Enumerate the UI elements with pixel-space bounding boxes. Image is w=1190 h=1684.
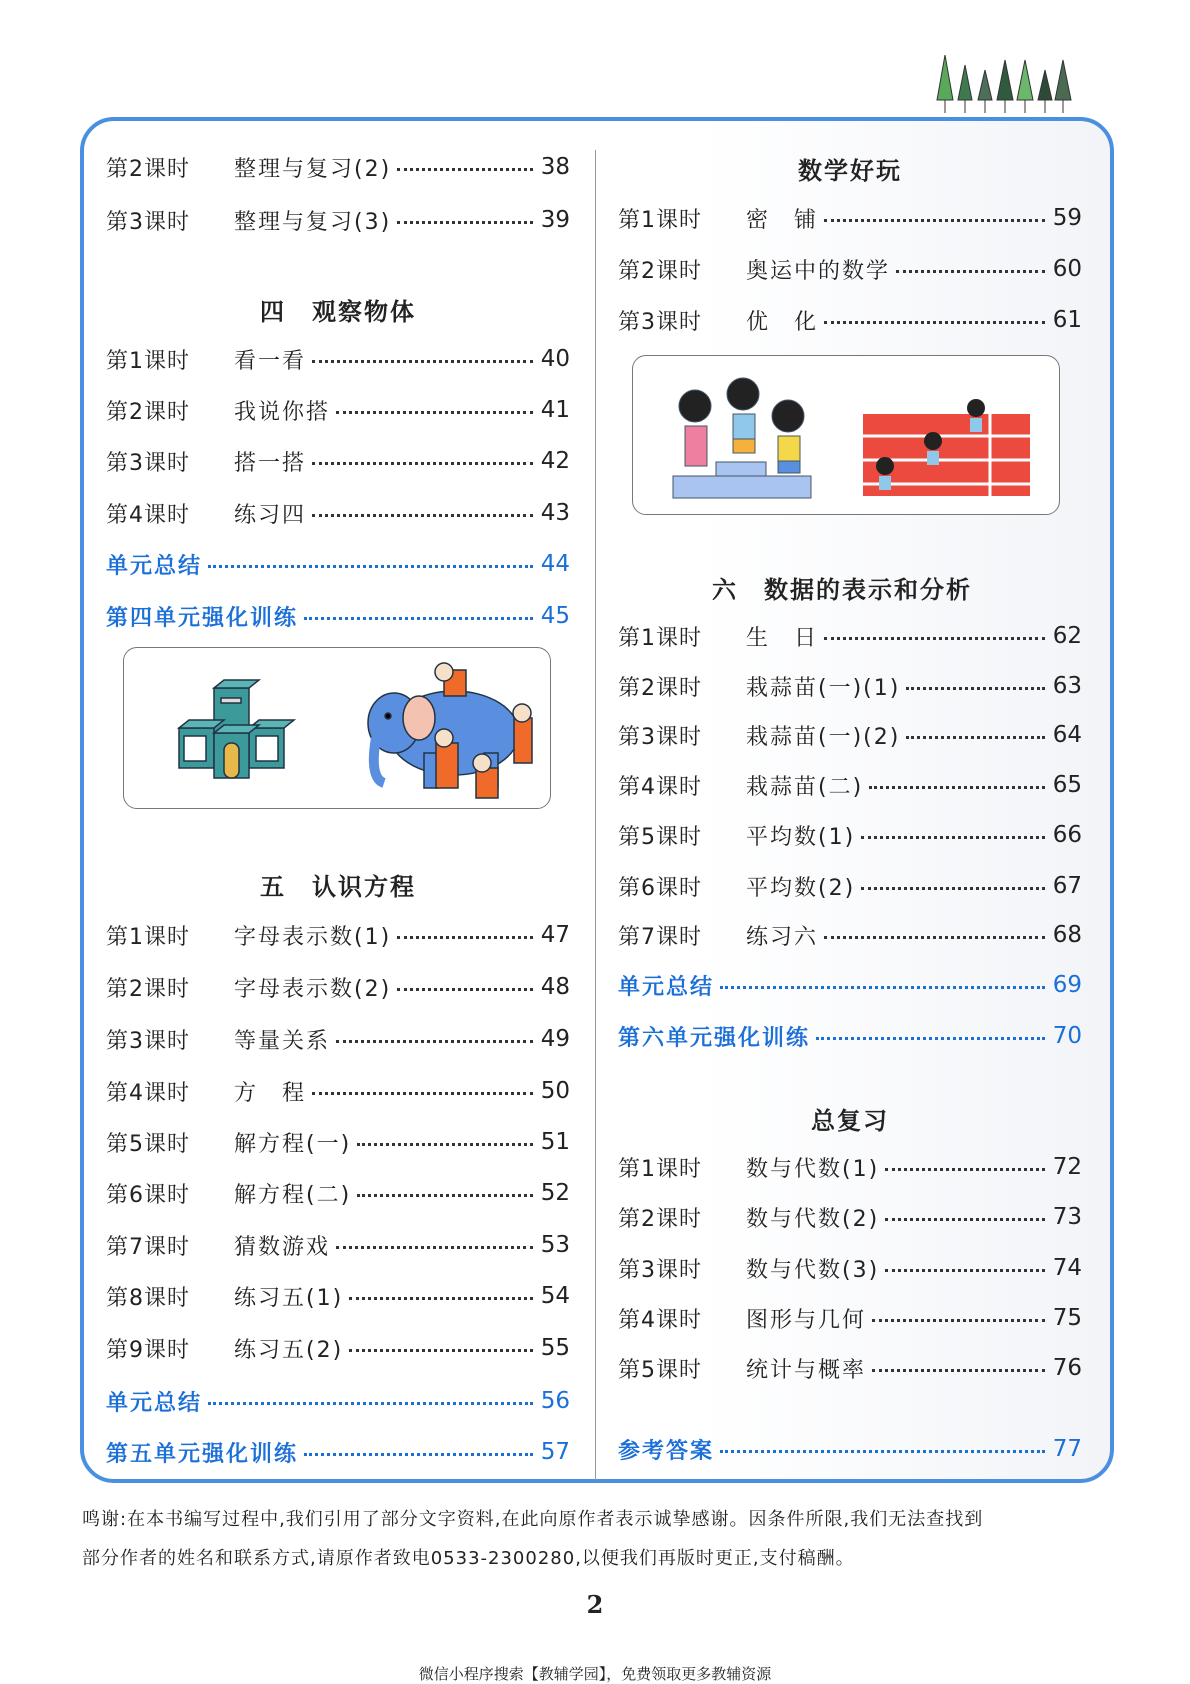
- entry-page-number: 52: [540, 1180, 570, 1206]
- entry-title: 平均数(2): [746, 875, 856, 901]
- toc-entry[interactable]: [618, 1253, 1082, 1283]
- toc-entry[interactable]: [618, 203, 1082, 233]
- dot-leader: [896, 270, 1045, 273]
- lesson-label: 第1课时: [106, 924, 190, 950]
- toc-entry[interactable]: [106, 152, 570, 182]
- entry-title: 字母表示数(2): [234, 976, 392, 1002]
- lesson-label: 第3课时: [618, 724, 702, 750]
- entry-title: 单元总结: [106, 1390, 203, 1416]
- dot-leader: [357, 1143, 533, 1146]
- dot-leader: [861, 887, 1045, 890]
- lesson-label: 第2课时: [106, 156, 190, 182]
- unit6-heading: 六 数据的表示和分析: [712, 576, 972, 604]
- entry-title: 解方程(一): [234, 1131, 352, 1157]
- toc-entry[interactable]: [618, 770, 1082, 800]
- lesson-label: 第2课时: [618, 1206, 702, 1232]
- acknowledgement-line-2: 部分作者的姓名和联系方式,请原作者致电0533-2300280,以便我们再版时更正,支付稿酬。: [82, 1548, 855, 1569]
- entry-page-number: 48: [540, 974, 570, 1000]
- toc-entry[interactable]: [106, 1230, 570, 1260]
- entry-page-number: 55: [540, 1335, 570, 1361]
- entry-page-number: 38: [540, 154, 570, 180]
- entry-title: 解方程(二): [234, 1182, 352, 1208]
- entry-page-number: 49: [540, 1026, 570, 1052]
- lesson-label: 第2课时: [106, 976, 190, 1002]
- entry-page-number: 77: [1052, 1436, 1082, 1462]
- entry-title: 搭一搭: [234, 450, 307, 476]
- review-heading: 总复习: [811, 1107, 889, 1135]
- entry-page-number: 42: [540, 448, 570, 474]
- entry-page-number: 50: [540, 1078, 570, 1104]
- dot-leader: [872, 1319, 1045, 1322]
- toc-entry-highlight[interactable]: [618, 1434, 1082, 1464]
- dot-leader: [397, 936, 533, 939]
- toc-entry[interactable]: [618, 920, 1082, 950]
- entry-page-number: 74: [1052, 1255, 1082, 1281]
- toc-entry[interactable]: [106, 344, 570, 374]
- toc-entry[interactable]: [618, 671, 1082, 701]
- dot-leader: [906, 736, 1044, 739]
- entry-title: 第六单元强化训练: [618, 1025, 811, 1051]
- entry-title: 等量关系: [234, 1028, 331, 1054]
- lesson-label: 第5课时: [106, 1131, 190, 1157]
- toc-entry[interactable]: [106, 395, 570, 425]
- entry-title: 栽蒜苗(一)(1): [746, 675, 901, 701]
- dot-leader: [824, 321, 1045, 324]
- toc-entry[interactable]: [618, 1152, 1082, 1182]
- entry-page-number: 66: [1052, 822, 1082, 848]
- toc-entry[interactable]: [618, 720, 1082, 750]
- dot-leader: [885, 1168, 1045, 1171]
- entry-title: 第五单元强化训练: [106, 1441, 299, 1467]
- entry-page-number: 70: [1052, 1023, 1082, 1049]
- dot-leader: [816, 1037, 1045, 1040]
- toc-entry[interactable]: [106, 1024, 570, 1054]
- lesson-label: 第6课时: [618, 875, 702, 901]
- lesson-label: 第3课时: [106, 1028, 190, 1054]
- entry-page-number: 39: [540, 207, 570, 233]
- dot-leader: [906, 687, 1044, 690]
- dot-leader: [312, 1092, 533, 1095]
- lesson-label: 第3课时: [106, 209, 190, 235]
- lesson-label: 第4课时: [618, 774, 702, 800]
- entry-page-number: 61: [1052, 307, 1082, 333]
- lesson-label: 第3课时: [618, 1257, 702, 1283]
- dot-leader: [312, 360, 533, 363]
- toc-entry-highlight[interactable]: [106, 1386, 570, 1416]
- dot-leader: [885, 1269, 1045, 1272]
- entry-title: 生 日: [746, 625, 819, 651]
- dot-leader: [304, 617, 533, 620]
- lesson-label: 第2课时: [618, 258, 702, 284]
- entry-title: 练习四: [234, 502, 307, 528]
- entry-title: 平均数(1): [746, 824, 856, 850]
- dot-leader: [312, 462, 533, 465]
- toc-entry[interactable]: [106, 1333, 570, 1363]
- dot-leader: [861, 836, 1045, 839]
- entry-title: 练习五(1): [234, 1285, 344, 1311]
- entry-title: 练习五(2): [234, 1337, 344, 1363]
- entry-title: 密 铺: [746, 207, 819, 233]
- entry-page-number: 75: [1052, 1305, 1082, 1331]
- toc-entry-highlight[interactable]: [106, 549, 570, 579]
- entry-page-number: 73: [1052, 1204, 1082, 1230]
- entry-title: 第四单元强化训练: [106, 605, 299, 631]
- entry-title: 数与代数(3): [746, 1257, 880, 1283]
- entry-page-number: 72: [1052, 1154, 1082, 1180]
- lesson-label: 第6课时: [106, 1182, 190, 1208]
- dot-leader: [397, 168, 533, 171]
- entry-page-number: 60: [1052, 256, 1082, 282]
- entry-page-number: 44: [540, 551, 570, 577]
- entry-page-number: 51: [540, 1129, 570, 1155]
- entry-title: 猜数游戏: [234, 1234, 331, 1260]
- entry-title: 图形与几何: [746, 1307, 867, 1333]
- entry-title: 整理与复习(2): [234, 156, 392, 182]
- unit5-heading: 五 认识方程: [260, 873, 416, 901]
- toc-entry[interactable]: [618, 1202, 1082, 1232]
- entry-page-number: 56: [540, 1388, 570, 1414]
- lesson-label: 第1课时: [618, 625, 702, 651]
- entry-page-number: 40: [540, 346, 570, 372]
- entry-title: 奥运中的数学: [746, 258, 891, 284]
- trees-decoration-icon: [935, 55, 1075, 115]
- toc-entry[interactable]: [618, 254, 1082, 284]
- toc-entry[interactable]: [618, 1353, 1082, 1383]
- entry-title: 看一看: [234, 348, 307, 374]
- toc-entry[interactable]: [618, 871, 1082, 901]
- entry-title: 数与代数(2): [746, 1206, 880, 1232]
- entry-page-number: 45: [540, 603, 570, 629]
- lesson-label: 第7课时: [106, 1234, 190, 1260]
- lesson-label: 第1课时: [618, 1156, 702, 1182]
- dot-leader: [208, 1402, 533, 1405]
- dot-leader: [336, 1246, 533, 1249]
- entry-page-number: 59: [1052, 205, 1082, 231]
- entry-title: 我说你搭: [234, 399, 331, 425]
- dot-leader: [397, 221, 533, 224]
- dot-leader: [824, 637, 1045, 640]
- lesson-label: 第2课时: [106, 399, 190, 425]
- toc-entry-highlight[interactable]: [618, 1021, 1082, 1051]
- entry-page-number: 53: [540, 1232, 570, 1258]
- entry-title: 栽蒜苗(一)(2): [746, 724, 901, 750]
- entry-page-number: 47: [540, 922, 570, 948]
- toc-entry[interactable]: [106, 1076, 570, 1106]
- lesson-label: 第8课时: [106, 1285, 190, 1311]
- toc-entry[interactable]: [106, 446, 570, 476]
- lesson-label: 第1课时: [618, 207, 702, 233]
- entry-title: 整理与复习(3): [234, 209, 392, 235]
- dot-leader: [312, 514, 533, 517]
- entry-page-number: 69: [1052, 972, 1082, 998]
- entry-page-number: 68: [1052, 922, 1082, 948]
- dot-leader: [824, 219, 1045, 222]
- dot-leader: [336, 1040, 533, 1043]
- lesson-label: 第4课时: [618, 1307, 702, 1333]
- dot-leader: [824, 936, 1045, 939]
- toc-entry[interactable]: [618, 1303, 1082, 1333]
- entry-page-number: 65: [1052, 772, 1082, 798]
- lesson-label: 第3课时: [618, 309, 702, 335]
- entry-page-number: 67: [1052, 873, 1082, 899]
- elephant-icon: [364, 658, 544, 803]
- toc-entry-highlight[interactable]: [106, 1437, 570, 1467]
- lesson-label: 第5课时: [618, 824, 702, 850]
- unit4-heading: 四 观察物体: [260, 298, 416, 326]
- lesson-label: 第1课时: [106, 348, 190, 374]
- dot-leader: [720, 1450, 1045, 1453]
- toc-entry[interactable]: [106, 1281, 570, 1311]
- fun-heading: 数学好玩: [798, 157, 902, 185]
- toc-entry[interactable]: [106, 920, 570, 950]
- toc-entry[interactable]: [106, 972, 570, 1002]
- illustration-podium-track: [632, 355, 1060, 515]
- entry-title: 练习六: [746, 924, 819, 950]
- entry-page-number: 57: [540, 1439, 570, 1465]
- entry-page-number: 63: [1052, 673, 1082, 699]
- dot-leader: [397, 988, 533, 991]
- lesson-label: 第5课时: [618, 1357, 702, 1383]
- entry-page-number: 54: [540, 1283, 570, 1309]
- dot-leader: [357, 1194, 533, 1197]
- entry-title: 栽蒜苗(二): [746, 774, 864, 800]
- toc-entry[interactable]: [618, 305, 1082, 335]
- entry-page-number: 64: [1052, 722, 1082, 748]
- entry-title: 方 程: [234, 1080, 307, 1106]
- dot-leader: [336, 411, 533, 414]
- entry-page-number: 41: [540, 397, 570, 423]
- dot-leader: [304, 1453, 533, 1456]
- dot-leader: [349, 1297, 533, 1300]
- running-track-icon: [863, 396, 1038, 496]
- page-number: 2: [586, 1590, 604, 1619]
- dot-leader: [208, 565, 533, 568]
- lesson-label: 第9课时: [106, 1337, 190, 1363]
- toc-entry[interactable]: [618, 820, 1082, 850]
- illustration-building-elephant: [123, 647, 551, 809]
- toc-entry-highlight[interactable]: [106, 601, 570, 631]
- entry-title: 单元总结: [106, 553, 203, 579]
- lesson-label: 第4课时: [106, 1080, 190, 1106]
- dot-leader: [872, 1369, 1045, 1372]
- entry-title: 单元总结: [618, 974, 715, 1000]
- lesson-label: 第3课时: [106, 450, 190, 476]
- footer-promo: 微信小程序搜索【教辅学园】，免费领取更多教辅资源: [418, 1665, 772, 1683]
- dot-leader: [720, 986, 1045, 989]
- entry-page-number: 76: [1052, 1355, 1082, 1381]
- entry-title: 字母表示数(1): [234, 924, 392, 950]
- toc-entry[interactable]: [106, 1127, 570, 1157]
- lesson-label: 第7课时: [618, 924, 702, 950]
- entry-page-number: 43: [540, 500, 570, 526]
- dot-leader: [885, 1218, 1045, 1221]
- dot-leader: [349, 1349, 533, 1352]
- entry-title: 参考答案: [618, 1438, 715, 1464]
- entry-page-number: 62: [1052, 623, 1082, 649]
- lesson-label: 第4课时: [106, 502, 190, 528]
- entry-title: 数与代数(1): [746, 1156, 880, 1182]
- entry-title: 统计与概率: [746, 1357, 867, 1383]
- toc-entry[interactable]: [106, 1178, 570, 1208]
- acknowledgement-line-1: 鸣谢:在本书编写过程中,我们引用了部分文字资料,在此向原作者表示诚挚感谢。因条件所限,我们无法查找到: [82, 1509, 984, 1530]
- toc-entry-highlight[interactable]: [618, 970, 1082, 1000]
- toc-entry[interactable]: [106, 498, 570, 528]
- lesson-label: 第2课时: [618, 675, 702, 701]
- column-divider: [595, 150, 596, 1480]
- toc-entry[interactable]: [106, 205, 570, 235]
- entry-title: 优 化: [746, 309, 819, 335]
- dot-leader: [869, 786, 1045, 789]
- toc-entry[interactable]: [618, 621, 1082, 651]
